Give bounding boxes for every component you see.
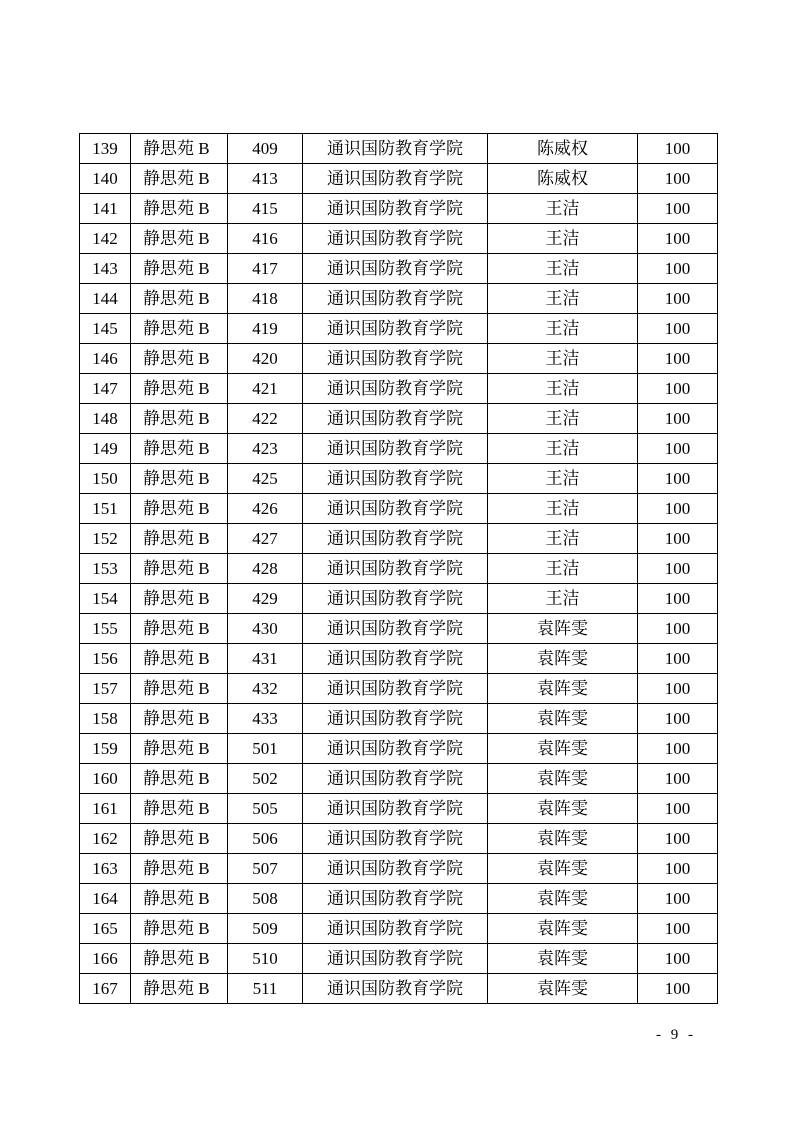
score-cell: 100: [638, 974, 718, 1004]
row-index-cell: 142: [80, 224, 131, 254]
building-cell: 静思苑 B: [131, 464, 228, 494]
responsible-person-cell: 王洁: [488, 464, 638, 494]
score-cell: 100: [638, 224, 718, 254]
responsible-person-cell: 王洁: [488, 404, 638, 434]
table-row: [80, 644, 718, 674]
table-row: [80, 254, 718, 284]
score-cell: 100: [638, 584, 718, 614]
responsible-person-cell: 王洁: [488, 524, 638, 554]
department-cell: 通识国防教育学院: [303, 404, 488, 434]
room-number-cell: 428: [228, 554, 303, 584]
table-row: [80, 584, 718, 614]
responsible-person-cell: 袁阵雯: [488, 974, 638, 1004]
row-index-cell: 153: [80, 554, 131, 584]
row-index-cell: 146: [80, 344, 131, 374]
table-row: [80, 404, 718, 434]
department-cell: 通识国防教育学院: [303, 464, 488, 494]
department-cell: 通识国防教育学院: [303, 194, 488, 224]
score-cell: 100: [638, 674, 718, 704]
score-cell: 100: [638, 944, 718, 974]
department-cell: 通识国防教育学院: [303, 224, 488, 254]
score-cell: 100: [638, 554, 718, 584]
department-cell: 通识国防教育学院: [303, 974, 488, 1004]
room-number-cell: 427: [228, 524, 303, 554]
building-cell: 静思苑 B: [131, 824, 228, 854]
department-cell: 通识国防教育学院: [303, 554, 488, 584]
row-index-cell: 145: [80, 314, 131, 344]
building-cell: 静思苑 B: [131, 374, 228, 404]
responsible-person-cell: 陈威权: [488, 164, 638, 194]
score-cell: 100: [638, 254, 718, 284]
room-number-cell: 419: [228, 314, 303, 344]
responsible-person-cell: 袁阵雯: [488, 824, 638, 854]
score-cell: 100: [638, 344, 718, 374]
row-index-cell: 148: [80, 404, 131, 434]
responsible-person-cell: 王洁: [488, 434, 638, 464]
room-number-cell: 501: [228, 734, 303, 764]
building-cell: 静思苑 B: [131, 314, 228, 344]
building-cell: 静思苑 B: [131, 944, 228, 974]
row-index-cell: 156: [80, 644, 131, 674]
score-cell: 100: [638, 464, 718, 494]
department-cell: 通识国防教育学院: [303, 734, 488, 764]
room-number-cell: 420: [228, 344, 303, 374]
department-cell: 通识国防教育学院: [303, 824, 488, 854]
responsible-person-cell: 王洁: [488, 584, 638, 614]
table-row: [80, 344, 718, 374]
building-cell: 静思苑 B: [131, 914, 228, 944]
table-row: [80, 794, 718, 824]
responsible-person-cell: 袁阵雯: [488, 674, 638, 704]
table-row: [80, 554, 718, 584]
department-cell: 通识国防教育学院: [303, 344, 488, 374]
department-cell: 通识国防教育学院: [303, 584, 488, 614]
department-cell: 通识国防教育学院: [303, 854, 488, 884]
department-cell: 通识国防教育学院: [303, 884, 488, 914]
row-index-cell: 166: [80, 944, 131, 974]
score-cell: 100: [638, 434, 718, 464]
responsible-person-cell: 袁阵雯: [488, 914, 638, 944]
responsible-person-cell: 袁阵雯: [488, 764, 638, 794]
table-row: [80, 194, 718, 224]
table-row: [80, 764, 718, 794]
score-cell: 100: [638, 854, 718, 884]
table-row: [80, 314, 718, 344]
department-cell: 通识国防教育学院: [303, 614, 488, 644]
department-cell: 通识国防教育学院: [303, 494, 488, 524]
responsible-person-cell: 王洁: [488, 254, 638, 284]
row-index-cell: 158: [80, 704, 131, 734]
score-cell: 100: [638, 704, 718, 734]
score-cell: 100: [638, 404, 718, 434]
building-cell: 静思苑 B: [131, 194, 228, 224]
table-row: [80, 224, 718, 254]
room-number-cell: 425: [228, 464, 303, 494]
score-cell: 100: [638, 524, 718, 554]
row-index-cell: 167: [80, 974, 131, 1004]
room-number-cell: 416: [228, 224, 303, 254]
row-index-cell: 140: [80, 164, 131, 194]
table-row: [80, 674, 718, 704]
department-cell: 通识国防教育学院: [303, 164, 488, 194]
department-cell: 通识国防教育学院: [303, 794, 488, 824]
department-cell: 通识国防教育学院: [303, 374, 488, 404]
building-cell: 静思苑 B: [131, 554, 228, 584]
room-number-cell: 415: [228, 194, 303, 224]
building-cell: 静思苑 B: [131, 584, 228, 614]
room-number-cell: 432: [228, 674, 303, 704]
score-cell: 100: [638, 734, 718, 764]
building-cell: 静思苑 B: [131, 704, 228, 734]
room-number-cell: 511: [228, 974, 303, 1004]
row-index-cell: 139: [80, 134, 131, 164]
table-row: [80, 434, 718, 464]
building-cell: 静思苑 B: [131, 134, 228, 164]
row-index-cell: 162: [80, 824, 131, 854]
department-cell: 通识国防教育学院: [303, 314, 488, 344]
table-row: [80, 524, 718, 554]
table-row: [80, 974, 718, 1004]
responsible-person-cell: 陈威权: [488, 134, 638, 164]
score-cell: 100: [638, 284, 718, 314]
room-number-cell: 507: [228, 854, 303, 884]
building-cell: 静思苑 B: [131, 854, 228, 884]
responsible-person-cell: 王洁: [488, 194, 638, 224]
building-cell: 静思苑 B: [131, 884, 228, 914]
room-number-cell: 430: [228, 614, 303, 644]
room-number-cell: 502: [228, 764, 303, 794]
row-index-cell: 143: [80, 254, 131, 284]
table-row: [80, 854, 718, 884]
score-cell: 100: [638, 914, 718, 944]
responsible-person-cell: 王洁: [488, 284, 638, 314]
row-index-cell: 151: [80, 494, 131, 524]
row-index-cell: 164: [80, 884, 131, 914]
room-number-cell: 431: [228, 644, 303, 674]
table-row: [80, 494, 718, 524]
building-cell: 静思苑 B: [131, 794, 228, 824]
row-index-cell: 152: [80, 524, 131, 554]
responsible-person-cell: 王洁: [488, 374, 638, 404]
score-cell: 100: [638, 764, 718, 794]
responsible-person-cell: 袁阵雯: [488, 704, 638, 734]
building-cell: 静思苑 B: [131, 614, 228, 644]
table-row: [80, 614, 718, 644]
department-cell: 通识国防教育学院: [303, 434, 488, 464]
responsible-person-cell: 袁阵雯: [488, 854, 638, 884]
row-index-cell: 154: [80, 584, 131, 614]
responsible-person-cell: 袁阵雯: [488, 644, 638, 674]
building-cell: 静思苑 B: [131, 164, 228, 194]
table-row: [80, 464, 718, 494]
table-row: [80, 944, 718, 974]
table-row: [80, 914, 718, 944]
room-number-cell: 509: [228, 914, 303, 944]
score-cell: 100: [638, 134, 718, 164]
responsible-person-cell: 袁阵雯: [488, 944, 638, 974]
row-index-cell: 161: [80, 794, 131, 824]
building-cell: 静思苑 B: [131, 734, 228, 764]
table-body: [80, 134, 718, 1004]
dormitory-score-table: [79, 133, 718, 1004]
building-cell: 静思苑 B: [131, 404, 228, 434]
score-cell: 100: [638, 794, 718, 824]
row-index-cell: 157: [80, 674, 131, 704]
room-number-cell: 417: [228, 254, 303, 284]
department-cell: 通识国防教育学院: [303, 134, 488, 164]
department-cell: 通识国防教育学院: [303, 644, 488, 674]
score-cell: 100: [638, 884, 718, 914]
department-cell: 通识国防教育学院: [303, 914, 488, 944]
responsible-person-cell: 袁阵雯: [488, 884, 638, 914]
table-row: [80, 734, 718, 764]
responsible-person-cell: 袁阵雯: [488, 794, 638, 824]
room-number-cell: 505: [228, 794, 303, 824]
row-index-cell: 163: [80, 854, 131, 884]
room-number-cell: 426: [228, 494, 303, 524]
row-index-cell: 160: [80, 764, 131, 794]
building-cell: 静思苑 B: [131, 254, 228, 284]
table-row: [80, 824, 718, 854]
score-cell: 100: [638, 824, 718, 854]
row-index-cell: 141: [80, 194, 131, 224]
room-number-cell: 421: [228, 374, 303, 404]
building-cell: 静思苑 B: [131, 284, 228, 314]
row-index-cell: 155: [80, 614, 131, 644]
row-index-cell: 147: [80, 374, 131, 404]
room-number-cell: 413: [228, 164, 303, 194]
department-cell: 通识国防教育学院: [303, 254, 488, 284]
score-cell: 100: [638, 644, 718, 674]
responsible-person-cell: 王洁: [488, 554, 638, 584]
building-cell: 静思苑 B: [131, 974, 228, 1004]
table-row: [80, 884, 718, 914]
responsible-person-cell: 袁阵雯: [488, 734, 638, 764]
building-cell: 静思苑 B: [131, 674, 228, 704]
room-number-cell: 409: [228, 134, 303, 164]
table-row: [80, 374, 718, 404]
score-cell: 100: [638, 194, 718, 224]
department-cell: 通识国防教育学院: [303, 524, 488, 554]
row-index-cell: 150: [80, 464, 131, 494]
score-cell: 100: [638, 164, 718, 194]
table-row: [80, 284, 718, 314]
row-index-cell: 165: [80, 914, 131, 944]
building-cell: 静思苑 B: [131, 434, 228, 464]
department-cell: 通识国防教育学院: [303, 944, 488, 974]
responsible-person-cell: 王洁: [488, 344, 638, 374]
building-cell: 静思苑 B: [131, 494, 228, 524]
table-row: [80, 164, 718, 194]
building-cell: 静思苑 B: [131, 524, 228, 554]
department-cell: 通识国防教育学院: [303, 284, 488, 314]
room-number-cell: 506: [228, 824, 303, 854]
row-index-cell: 144: [80, 284, 131, 314]
room-number-cell: 508: [228, 884, 303, 914]
responsible-person-cell: 王洁: [488, 224, 638, 254]
building-cell: 静思苑 B: [131, 764, 228, 794]
score-cell: 100: [638, 614, 718, 644]
score-cell: 100: [638, 314, 718, 344]
building-cell: 静思苑 B: [131, 224, 228, 254]
score-cell: 100: [638, 374, 718, 404]
room-number-cell: 423: [228, 434, 303, 464]
row-index-cell: 159: [80, 734, 131, 764]
department-cell: 通识国防教育学院: [303, 674, 488, 704]
responsible-person-cell: 袁阵雯: [488, 614, 638, 644]
building-cell: 静思苑 B: [131, 344, 228, 374]
score-cell: 100: [638, 494, 718, 524]
responsible-person-cell: 王洁: [488, 494, 638, 524]
page-number: - 9 -: [656, 1027, 696, 1043]
row-index-cell: 149: [80, 434, 131, 464]
room-number-cell: 433: [228, 704, 303, 734]
table-row: [80, 704, 718, 734]
building-cell: 静思苑 B: [131, 644, 228, 674]
department-cell: 通识国防教育学院: [303, 764, 488, 794]
room-number-cell: 418: [228, 284, 303, 314]
department-cell: 通识国防教育学院: [303, 704, 488, 734]
table-row: [80, 134, 718, 164]
room-number-cell: 510: [228, 944, 303, 974]
room-number-cell: 422: [228, 404, 303, 434]
room-number-cell: 429: [228, 584, 303, 614]
responsible-person-cell: 王洁: [488, 314, 638, 344]
